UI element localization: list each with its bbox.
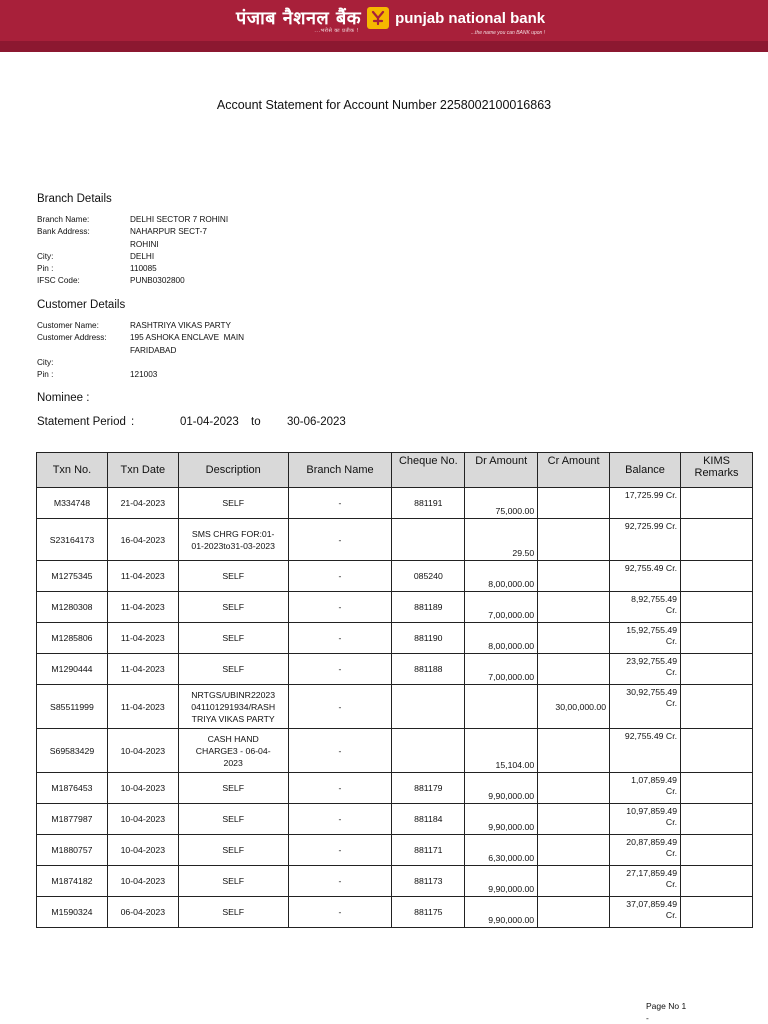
cell-txn-date: 10-04-2023 bbox=[107, 729, 178, 773]
detail-value: 121003 bbox=[130, 370, 158, 380]
table-row bbox=[37, 592, 753, 623]
customer-details bbox=[37, 320, 244, 381]
cell-description: SELF bbox=[178, 623, 288, 654]
page-number bbox=[646, 1000, 686, 1024]
cell-kims-remarks bbox=[681, 804, 753, 835]
cell-txn-date: 11-04-2023 bbox=[107, 623, 178, 654]
bank-header bbox=[0, 0, 768, 52]
detail-label: Pin : bbox=[37, 370, 54, 380]
cell-cheque-no: 881179 bbox=[392, 773, 465, 804]
cell-txn-no: S23164173 bbox=[37, 519, 108, 561]
cell-branch-name: - bbox=[288, 835, 392, 866]
table-row bbox=[37, 897, 753, 928]
detail-row bbox=[37, 251, 228, 263]
col-header-txn-no: Txn No. bbox=[37, 453, 108, 488]
cell-description: NRTGS/UBINR22023 041101291934/RASH TRIYA VIKAS PARTY bbox=[178, 685, 288, 729]
table-header-row bbox=[37, 453, 753, 488]
cell-balance: 92,755.49 Cr. bbox=[610, 729, 681, 773]
detail-label: City: bbox=[37, 357, 54, 367]
col-header-description: Description bbox=[178, 453, 288, 488]
cell-branch-name: - bbox=[288, 654, 392, 685]
cell-cr-amount bbox=[538, 866, 610, 897]
table-row bbox=[37, 623, 753, 654]
cell-txn-no: M1280308 bbox=[37, 592, 108, 623]
customer-details-heading: Customer Details bbox=[37, 299, 126, 311]
cell-kims-remarks bbox=[681, 623, 753, 654]
table-row bbox=[37, 866, 753, 897]
cell-balance: 30,92,755.49 Cr. bbox=[610, 685, 681, 729]
cell-txn-date: 16-04-2023 bbox=[107, 519, 178, 561]
cell-kims-remarks bbox=[681, 729, 753, 773]
cell-description: SELF bbox=[178, 654, 288, 685]
transactions-table bbox=[36, 452, 753, 928]
cell-description: SELF bbox=[178, 835, 288, 866]
cell-txn-date: 10-04-2023 bbox=[107, 773, 178, 804]
cell-txn-no: M1285806 bbox=[37, 623, 108, 654]
period-to: 30-06-2023 bbox=[287, 416, 346, 428]
detail-row bbox=[37, 263, 228, 275]
cell-dr-amount: 9,90,000.00 bbox=[465, 897, 538, 928]
col-header-branch-name: Branch Name bbox=[288, 453, 392, 488]
cell-txn-no: M1874182 bbox=[37, 866, 108, 897]
cell-kims-remarks bbox=[681, 561, 753, 592]
detail-value: DELHI SECTOR 7 ROHINI bbox=[130, 215, 229, 224]
cell-description: CASH HAND CHARGE3 - 06-04- 2023 bbox=[178, 729, 288, 773]
cell-kims-remarks bbox=[681, 773, 753, 804]
cell-cheque-no: 881171 bbox=[392, 835, 465, 866]
col-header-dr-amount: Dr Amount bbox=[465, 453, 538, 488]
header-strip bbox=[0, 41, 768, 52]
cell-balance: 15,92,755.49 Cr. bbox=[610, 623, 681, 654]
detail-value: NAHARPUR SECT-7 ROHINI bbox=[130, 227, 207, 249]
cell-txn-no: M1275345 bbox=[37, 561, 108, 592]
table-row bbox=[37, 835, 753, 866]
cell-cheque-no bbox=[392, 685, 465, 729]
detail-value: DELHI bbox=[130, 251, 155, 261]
cell-txn-date: 11-04-2023 bbox=[107, 561, 178, 592]
detail-label: City: bbox=[37, 251, 54, 261]
detail-row bbox=[37, 320, 244, 332]
cell-dr-amount: 8,00,000.00 bbox=[465, 623, 538, 654]
cell-branch-name: - bbox=[288, 488, 392, 519]
cell-cr-amount bbox=[538, 592, 610, 623]
cell-branch-name: - bbox=[288, 729, 392, 773]
cell-dr-amount: 9,90,000.00 bbox=[465, 804, 538, 835]
cell-branch-name: - bbox=[288, 623, 392, 654]
cell-kims-remarks bbox=[681, 835, 753, 866]
page-number-sub: - bbox=[646, 1013, 649, 1023]
period-to-label: to bbox=[251, 416, 261, 428]
cell-cr-amount bbox=[538, 488, 610, 519]
period-label: Statement Period bbox=[37, 416, 126, 428]
col-header-cheque-no: Cheque No. bbox=[392, 453, 465, 488]
logo-hindi-wordmark: पंजाब नैशनल बैंक ...भरोसे का प्रतीक ! bbox=[236, 8, 362, 34]
cell-kims-remarks bbox=[681, 488, 753, 519]
detail-label: Branch Name: bbox=[37, 215, 90, 224]
cell-cr-amount bbox=[538, 804, 610, 835]
detail-row bbox=[37, 275, 228, 287]
page-number-label: Page No 1 bbox=[646, 1001, 687, 1011]
col-header-cr-amount: Cr Amount bbox=[538, 453, 610, 488]
cell-branch-name: - bbox=[288, 773, 392, 804]
cell-branch-name: - bbox=[288, 519, 392, 561]
cell-description: SELF bbox=[178, 773, 288, 804]
cell-description: SELF bbox=[178, 592, 288, 623]
cell-branch-name: - bbox=[288, 804, 392, 835]
cell-balance: 37,07,859.49 Cr. bbox=[610, 897, 681, 928]
cell-dr-amount bbox=[465, 685, 538, 729]
cell-txn-no: M1290444 bbox=[37, 654, 108, 685]
detail-row bbox=[37, 226, 228, 251]
cell-cr-amount bbox=[538, 729, 610, 773]
branch-details bbox=[37, 214, 228, 288]
detail-row bbox=[37, 369, 244, 381]
nominee-label: Nominee : bbox=[37, 392, 90, 404]
table-row bbox=[37, 773, 753, 804]
cell-dr-amount: 9,90,000.00 bbox=[465, 866, 538, 897]
cell-cheque-no bbox=[392, 519, 465, 561]
cell-balance: 92,725.99 Cr. bbox=[610, 519, 681, 561]
cell-description: SELF bbox=[178, 804, 288, 835]
cell-cr-amount bbox=[538, 654, 610, 685]
cell-cheque-no: 881189 bbox=[392, 592, 465, 623]
table-row bbox=[37, 519, 753, 561]
cell-cheque-no: 881188 bbox=[392, 654, 465, 685]
detail-label: Customer Address: bbox=[37, 333, 107, 343]
detail-value: 195 ASHOKA ENCLAVE MAIN FARIDABAD bbox=[130, 333, 245, 355]
cell-cr-amount bbox=[538, 519, 610, 561]
cell-dr-amount: 75,000.00 bbox=[465, 488, 538, 519]
cell-balance: 8,92,755.49 Cr. bbox=[610, 592, 681, 623]
cell-branch-name: - bbox=[288, 592, 392, 623]
pnb-emblem-icon bbox=[367, 7, 389, 29]
cell-cheque-no: 085240 bbox=[392, 561, 465, 592]
table-row bbox=[37, 561, 753, 592]
cell-txn-no: M1590324 bbox=[37, 897, 108, 928]
cell-txn-no: M1880757 bbox=[37, 835, 108, 866]
detail-value: 110085 bbox=[130, 264, 157, 274]
cell-description: SELF bbox=[178, 561, 288, 592]
cell-txn-date: 11-04-2023 bbox=[107, 592, 178, 623]
cell-txn-date: 21-04-2023 bbox=[107, 488, 178, 519]
cell-balance: 17,725.99 Cr. bbox=[610, 488, 681, 519]
cell-kims-remarks bbox=[681, 519, 753, 561]
table-row bbox=[37, 488, 753, 519]
period-from: 01-04-2023 bbox=[180, 416, 239, 428]
cell-cr-amount bbox=[538, 623, 610, 654]
cell-branch-name: - bbox=[288, 685, 392, 729]
cell-kims-remarks bbox=[681, 592, 753, 623]
cell-kims-remarks bbox=[681, 685, 753, 729]
cell-balance: 92,755.49 Cr. bbox=[610, 561, 681, 592]
detail-value: RASHTRIYA VIKAS PARTY bbox=[130, 321, 232, 330]
cell-txn-date: 10-04-2023 bbox=[107, 835, 178, 866]
cell-txn-date: 11-04-2023 bbox=[107, 685, 178, 729]
cell-balance: 10,97,859.49 Cr. bbox=[610, 804, 681, 835]
cell-balance: 27,17,859.49 Cr. bbox=[610, 866, 681, 897]
cell-txn-date: 06-04-2023 bbox=[107, 897, 178, 928]
cell-cheque-no: 881175 bbox=[392, 897, 465, 928]
cell-dr-amount: 29.50 bbox=[465, 519, 538, 561]
logo-hindi-tagline: ...भरोसे का प्रतीक ! bbox=[314, 28, 360, 34]
cell-balance: 20,87,859.49 Cr. bbox=[610, 835, 681, 866]
cell-cr-amount bbox=[538, 561, 610, 592]
detail-row bbox=[37, 214, 228, 226]
cell-description: SELF bbox=[178, 488, 288, 519]
cell-txn-date: 10-04-2023 bbox=[107, 866, 178, 897]
cell-txn-no: S69583429 bbox=[37, 729, 108, 773]
cell-kims-remarks bbox=[681, 897, 753, 928]
detail-label: Customer Name: bbox=[37, 321, 99, 330]
cell-cr-amount bbox=[538, 897, 610, 928]
detail-row bbox=[37, 332, 244, 357]
cell-kims-remarks bbox=[681, 866, 753, 897]
cell-branch-name: - bbox=[288, 866, 392, 897]
logo-english-tagline: ...the name you can BANK upon ! bbox=[470, 29, 546, 36]
cell-kims-remarks bbox=[681, 654, 753, 685]
detail-value: PUNB0302800 bbox=[130, 276, 185, 286]
statement-period bbox=[37, 416, 437, 432]
cell-dr-amount: 15,104.00 bbox=[465, 729, 538, 773]
statement-title: Account Statement for Account Number 2258002100016863 bbox=[216, 98, 552, 112]
cell-description: SELF bbox=[178, 866, 288, 897]
period-colon: : bbox=[131, 416, 135, 428]
cell-cheque-no: 881191 bbox=[392, 488, 465, 519]
cell-txn-no: M1876453 bbox=[37, 773, 108, 804]
cell-txn-no: M334748 bbox=[37, 488, 108, 519]
col-header-txn-date: Txn Date bbox=[107, 453, 178, 488]
cell-dr-amount: 6,30,000.00 bbox=[465, 835, 538, 866]
cell-cheque-no: 881190 bbox=[392, 623, 465, 654]
cell-cr-amount: 30,00,000.00 bbox=[538, 685, 610, 729]
cell-cr-amount bbox=[538, 835, 610, 866]
cell-txn-no: S85511999 bbox=[37, 685, 108, 729]
cell-dr-amount: 7,00,000.00 bbox=[465, 654, 538, 685]
branch-details-heading: Branch Details bbox=[37, 193, 112, 205]
logo-english-wordmark: punjab national bank ...the name you can BANK upon ! bbox=[395, 9, 546, 36]
cell-dr-amount: 9,90,000.00 bbox=[465, 773, 538, 804]
detail-label: Pin : bbox=[37, 264, 54, 274]
col-header-kims-remarks: KIMS Remarks bbox=[681, 453, 753, 488]
table-row bbox=[37, 654, 753, 685]
cell-branch-name: - bbox=[288, 897, 392, 928]
cell-dr-amount: 8,00,000.00 bbox=[465, 561, 538, 592]
detail-row bbox=[37, 357, 244, 369]
detail-label: IFSC Code: bbox=[37, 276, 80, 286]
cell-cr-amount bbox=[538, 773, 610, 804]
table-row bbox=[37, 685, 753, 729]
cell-cheque-no: 881184 bbox=[392, 804, 465, 835]
bank-logo bbox=[236, 4, 546, 36]
cell-balance: 23,92,755.49 Cr. bbox=[610, 654, 681, 685]
cell-description: SMS CHRG FOR:01- 01-2023to31-03-2023 bbox=[178, 519, 288, 561]
table-row bbox=[37, 804, 753, 835]
table-row bbox=[37, 729, 753, 773]
cell-dr-amount: 7,00,000.00 bbox=[465, 592, 538, 623]
cell-balance: 1,07,859.49 Cr. bbox=[610, 773, 681, 804]
cell-txn-date: 11-04-2023 bbox=[107, 654, 178, 685]
cell-cheque-no bbox=[392, 729, 465, 773]
cell-cheque-no: 881173 bbox=[392, 866, 465, 897]
cell-txn-date: 10-04-2023 bbox=[107, 804, 178, 835]
col-header-balance: Balance bbox=[610, 453, 681, 488]
detail-label: Bank Address: bbox=[37, 227, 90, 237]
cell-description: SELF bbox=[178, 897, 288, 928]
cell-branch-name: - bbox=[288, 561, 392, 592]
cell-txn-no: M1877987 bbox=[37, 804, 108, 835]
